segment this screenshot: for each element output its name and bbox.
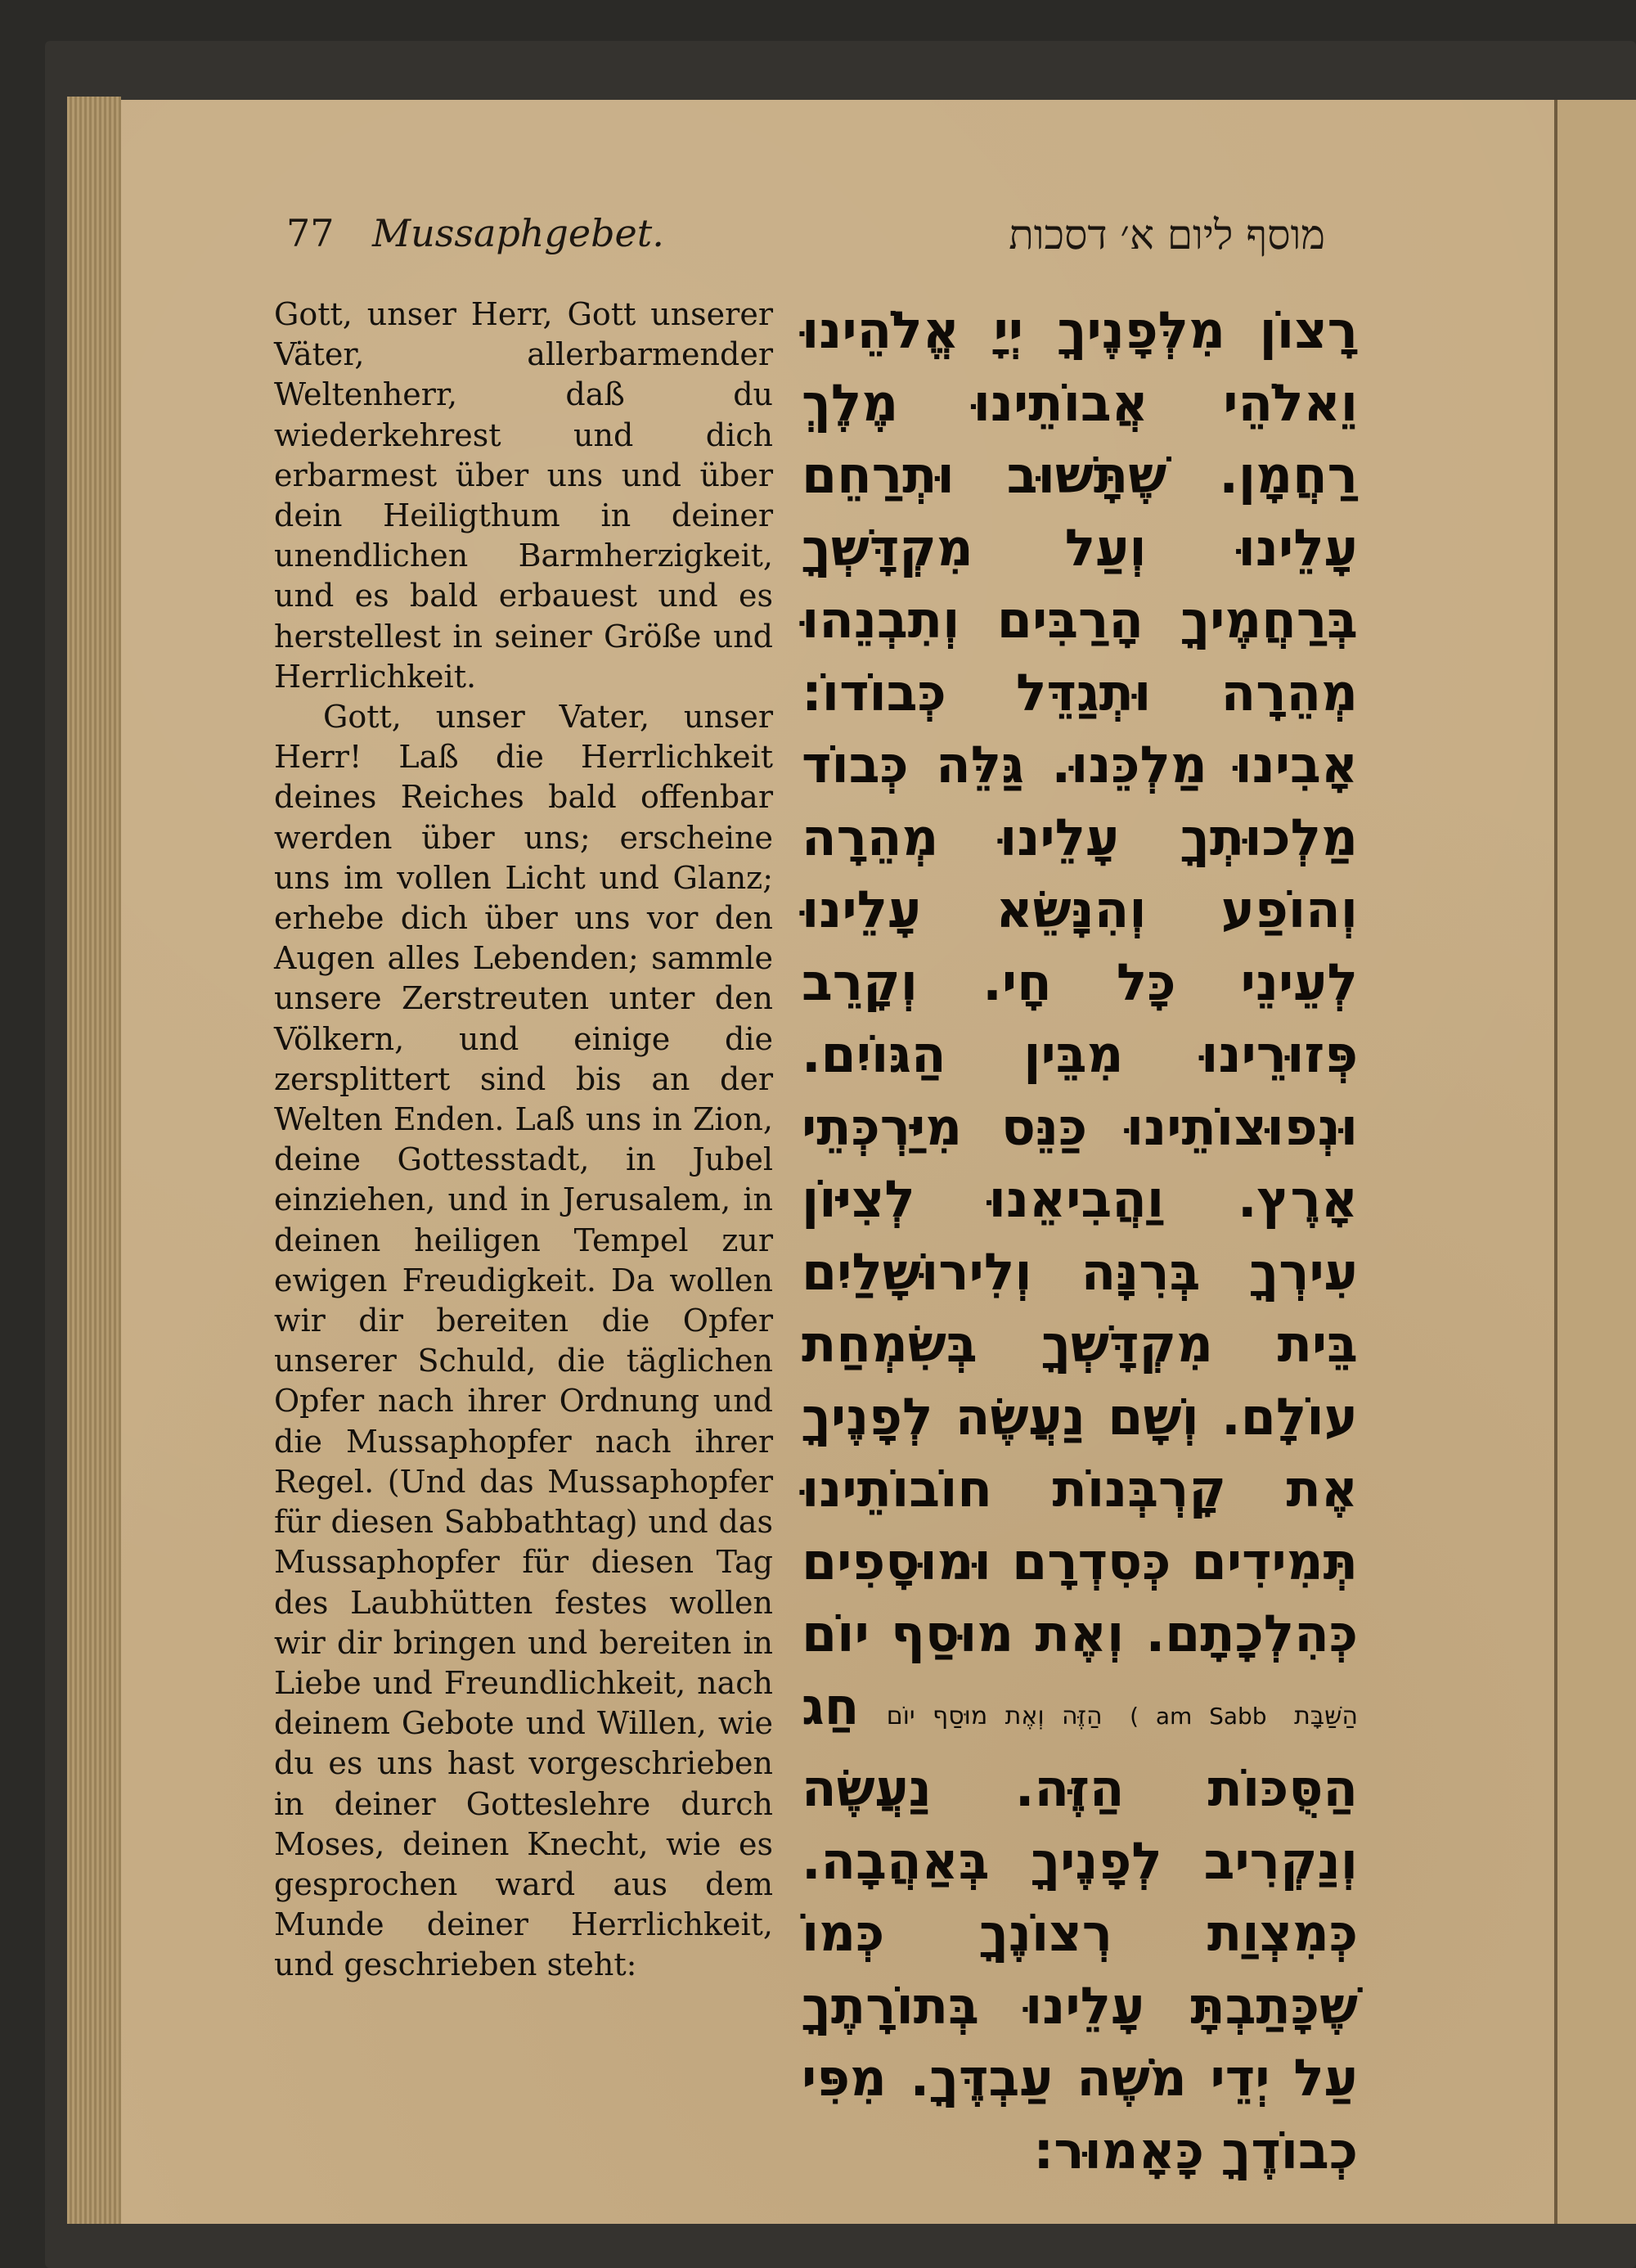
german-translation-column bbox=[274, 295, 773, 1986]
facing-page-edge bbox=[1554, 100, 1636, 2224]
hebrew-running-title: מוסף ליום א׳ דסכות bbox=[1009, 211, 1325, 259]
hebrew-prayer-text bbox=[802, 295, 1358, 2187]
sabbath-insert-hebrew: הַשַּׁבָּת bbox=[1294, 1701, 1359, 1730]
sabbath-note: ( am Sabb bbox=[1130, 1702, 1267, 1730]
german-running-title: Mussaphgebet. bbox=[372, 211, 664, 255]
hebrew-prayer-column bbox=[802, 295, 1358, 2187]
page-edge bbox=[67, 97, 121, 2224]
hebrew-text-part-1: רָצוֹן מִלְּפָנֶיךָ יְיָ אֱלֹהֵינוּ וֵאלֹהֵי אֲבוֹתֵינוּ מֶלֶךְ רַחֲמָן. שֶׁתָּשׁוּב וּתְרַחֵם עָלֵינוּ וְעַל מִקְדָּשְׁךָ בְּרַחֲמֶיךָ הָרַבִּים וְתִבְנֵהוּ מְהֵרָה וּתְגַדֵּל כְּבוֹדוֹ: אָבִינוּ מַלְכֵּנוּ. גַּלֵּה כְּבוֹד מַלְכוּתְךָ עָלֵינוּ מְהֵרָה וְהוֹפַע וְהִנָּשֵׂא עָלֵינוּ לְעֵינֵי כָּל חָי. וְקָרֵב פְּזוּרֵינוּ מִבֵּין הַגּוֹיִם. וּנְפוּצוֹתֵינוּ כַּנֵּס מִיַּרְכְּתֵי אָרֶץ. וַהֲבִיאֵנוּ לְצִיּוֹן עִירְךָ בְּרִנָּה וְלִירוּשָׁלַיִם בֵּית מִקְדָּשְׁךָ בְּשִׂמְחַת עוֹלָם. וְשָׁם נַעֲשֶׂה לְפָנֶיךָ אֶת קָרְבְּנוֹת חוֹבוֹתֵינוּ תְּמִידִים כְּסִדְרָם וּמוּסָפִים כְּהִלְכָתָם. וְאֶת מוּסַף יוֹם bbox=[802, 300, 1358, 1663]
german-paragraph-1: Gott, unser Herr, Gott unserer Väter, allerbarmender Weltenherr, daß du wiederkehrest und dich erbarmest über uns und über dein Heiligthum in deiner unendlichen Barmherzigkeit, und es bald erbauest und es herstellest in seiner Größe und Herrlichkeit. bbox=[274, 296, 773, 695]
page-number: 77 bbox=[286, 211, 335, 255]
german-paragraph-2: Gott, unser Vater, unser Herr! Laß die Herrlichkeit deines Reiches bald offenbar werden über uns; erscheine uns im vollen Licht und Glanz; erhebe dich über uns vor den Augen alles Lebenden; sammle unsere Zerstreuten unter den Völkern, und einige die zersplittert sind bis an der Welten Enden. Laß uns in Zion, deine Gottesstadt, in Jubel einziehen, und in Jerusalem, in deinen heiligen Tempel zur ewigen Freudigkeit. Da wollen wir dir bereiten die Opfer unserer Schuld, die täglichen Opfer nach ihrer Ordnung und die Mussaphopfer nach ihrer Regel. (Und das Mussaphopfer für diesen Sabbathtag) und das Mussaphopfer für diesen Tag des Laubhütten festes wollen wir dir bringen und bereiten in Liebe und Freundlichkeit, nach deinem Gebote und Willen, wie du es uns hast vorgeschrieben in deiner Gotteslehre durch Moses, deinen Knecht, wie es gesprochen ward aus dem Munde deiner Herrlichkeit, und geschrieben steht: bbox=[274, 699, 773, 1983]
sabbath-small-insert: הַזֶּה וְאֶת מוּסַף יוֹם bbox=[886, 1701, 1103, 1730]
hebrew-text-part-2: חַג הַסֻּכּוֹת הַזֶּה. נַעֲשֶׂה וְנַקְרִיב לְפָנֶיךָ בְּאַהֲבָה. כְּמִצְוַת רְצוֹנֶךָ כְּמוֹ שֶׁכָּתַבְתָּ עָלֵינוּ בְּתוֹרָתֶךָ עַל יְדֵי מֹשֶׁה עַבְדֶּךָ. מִפִּי כְבוֹדֶךָ כָּאָמוּר: bbox=[802, 1676, 1358, 2180]
